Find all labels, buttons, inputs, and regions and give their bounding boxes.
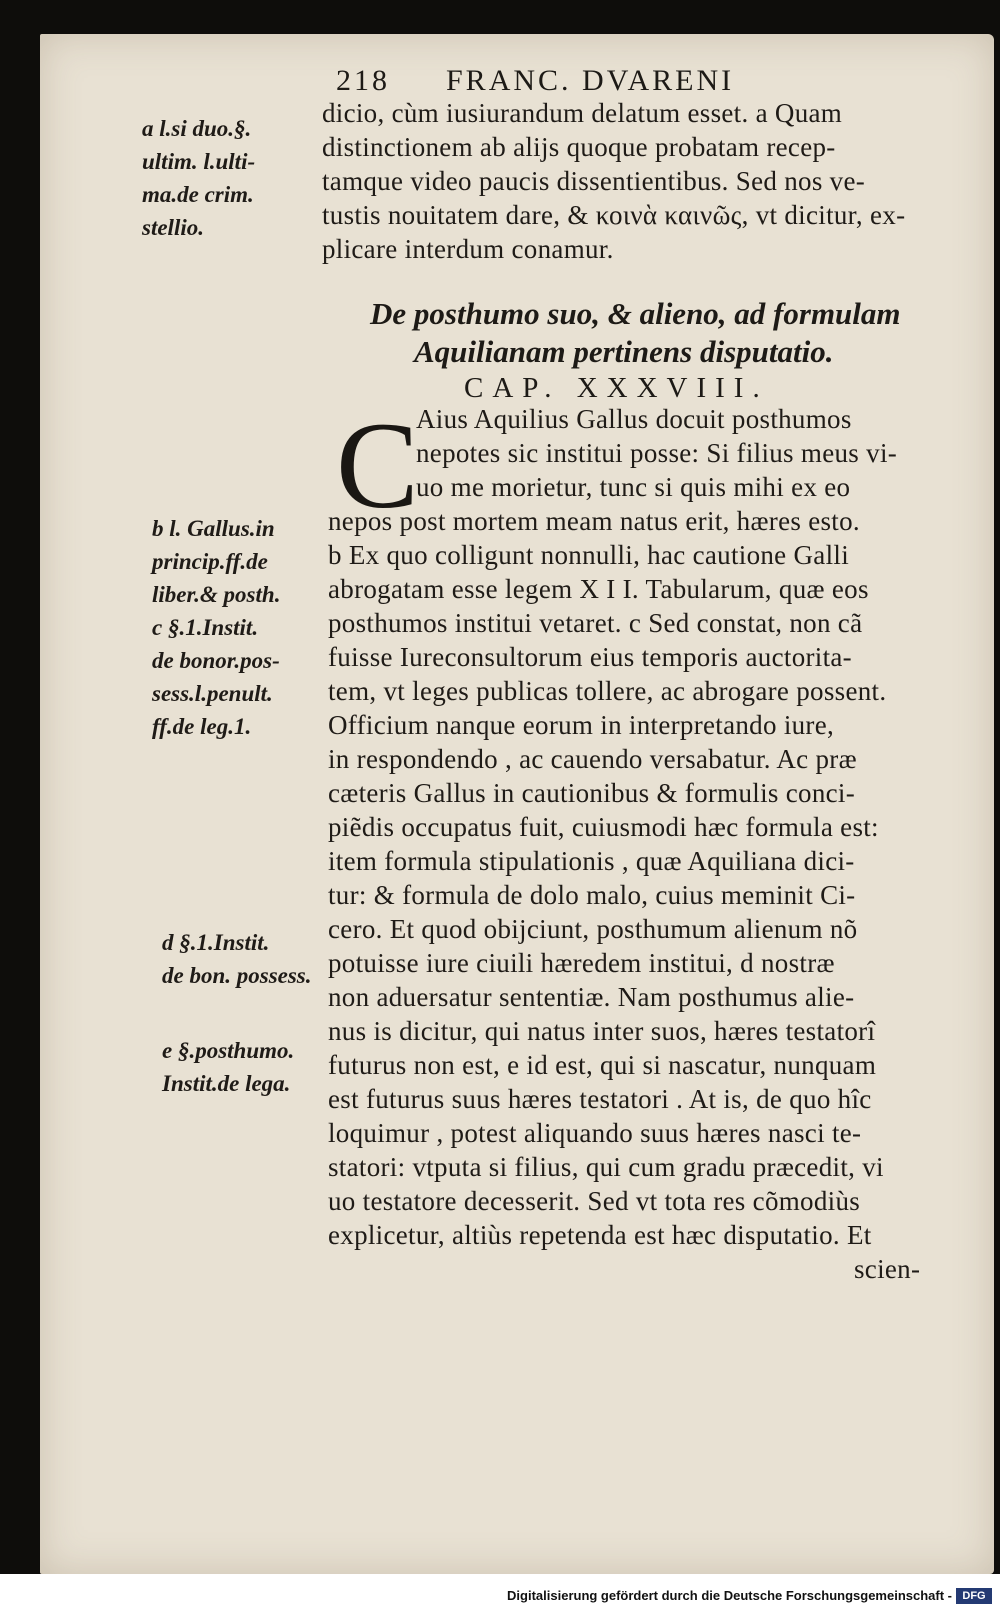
text-line: uo me morietur, tunc si quis mihi ex eo [416,472,851,502]
margin-note-line: de bon. possess. [162,963,312,988]
text-line: Officium nanque eorum in interpretando iure, [328,710,835,740]
text-line: explicetur, altiùs repetenda est hæc disputatio. Et [328,1220,872,1250]
margin-note-line: ma.de crim. [142,182,254,207]
margin-note-a [142,112,255,244]
text-line: nepotes sic institui posse: Si filius meus vi- [416,438,898,468]
digitization-credit: Digitalisierung gefördert durch die Deutsche Forschungsgemeinschaft - [507,1588,952,1603]
text-line: distinctionem ab alijs quoque probatam recep- [322,132,836,162]
running-title: FRANC. DVARENI [446,64,735,97]
margin-note-line: Instit.de lega. [162,1071,291,1096]
text-line: tustis nouitatem dare, & κοινὰ καινῶς, vt dicitur, ex- [322,200,906,230]
text-line: piẽdis occupatus fuit, cuiusmodi hæc formula est: [328,812,879,842]
text-line: fuisse Iureconsultorum eius temporis auctorita- [328,642,852,672]
margin-note-line: liber.& posth. [152,582,281,607]
text-line: statori: vtputa si filius, qui cum gradu præcedit, vi [328,1152,884,1182]
chapter-title: De posthumo suo, & alieno, ad formulam [370,296,901,331]
text-line: non aduersatur sententiæ. Nam posthumus alie- [328,982,855,1012]
catchword: scien- [854,1254,921,1284]
text-line: uo testatore decesserit. Sed vt tota res cõmodiùs [328,1186,861,1216]
text-line: tamque video paucis dissentientibus. Sed nos ve- [322,166,866,196]
text-line: tem, vt leges publicas tollere, ac abrogare possent. [328,676,887,706]
margin-note-line: a l.si duo.§. [142,116,252,141]
text-line: tur: & formula de dolo malo, cuius meminit Ci- [328,880,856,910]
text-line: potuisse iure ciuili hæredem institui, d nostræ [328,948,835,978]
margin-note-line: de bonor.pos- [152,648,280,673]
text-line: item formula stipulationis , quæ Aquiliana dici- [328,846,855,876]
margin-note-line: sess.l.penult. [152,681,273,706]
text-line: cæteris Gallus in cautionibus & formulis conci- [328,778,856,808]
margin-note-e [162,1034,294,1100]
dfg-logo: DFG [956,1588,992,1604]
margin-note-line: princip.ff.de [152,549,268,574]
text-line: est futurus suus hæres testatori . At is, de quo hîc [328,1084,872,1114]
text-line: plicare interdum conamur. [322,234,614,264]
margin-note-d [162,926,312,992]
page-number: 218 [336,64,390,97]
drop-cap: C [336,397,419,534]
text-line: nus is dicitur, qui natus inter suos, hæres testatorî [328,1016,876,1046]
footer-bar [0,1574,1000,1611]
text-line: futurus non est, e id est, qui si nascatur, nunquam [328,1050,877,1080]
chapter-title: Aquilianam pertinens disputatio. [414,334,834,369]
margin-note-line: ff.de leg.1. [152,714,252,739]
text-line: abrogatam esse legem X I I. Tabularum, quæ eos [328,574,869,604]
page-header [336,64,956,98]
margin-note-line: ultim. l.ulti- [142,149,256,174]
text-line: loquimur , potest aliquando suus hæres nasci te- [328,1118,862,1148]
text-line: dicio, cùm iusiurandum delatum esset. a Quam [322,98,843,128]
text-line: posthumos institui vetaret. c Sed constat, non cã [328,608,863,638]
text-line: b Ex quo colligunt nonnulli, hac cautione Galli [328,540,849,570]
text-line: Aius Aquilius Gallus docuit posthumos [416,404,852,434]
margin-note-b [152,512,280,611]
margin-note-line: e §.posthumo. [162,1038,295,1063]
margin-note-line: d §.1.Instit. [162,930,270,955]
margin-note-line: stellio. [142,215,204,240]
text-line: cero. Et quod obijciunt, posthumum alienum nõ [328,914,858,944]
margin-note-c [152,611,280,743]
margin-note-line: b l. Gallus.in [152,516,275,541]
margin-note-line: c §.1.Instit. [152,615,259,640]
chapter-number: CAP. XXXVIII. [464,372,769,404]
text-line: nepos post mortem meam natus erit, hæres esto. [328,506,860,536]
text-line: in respondendo , ac cauendo versabatur. Ac præ [328,744,857,774]
